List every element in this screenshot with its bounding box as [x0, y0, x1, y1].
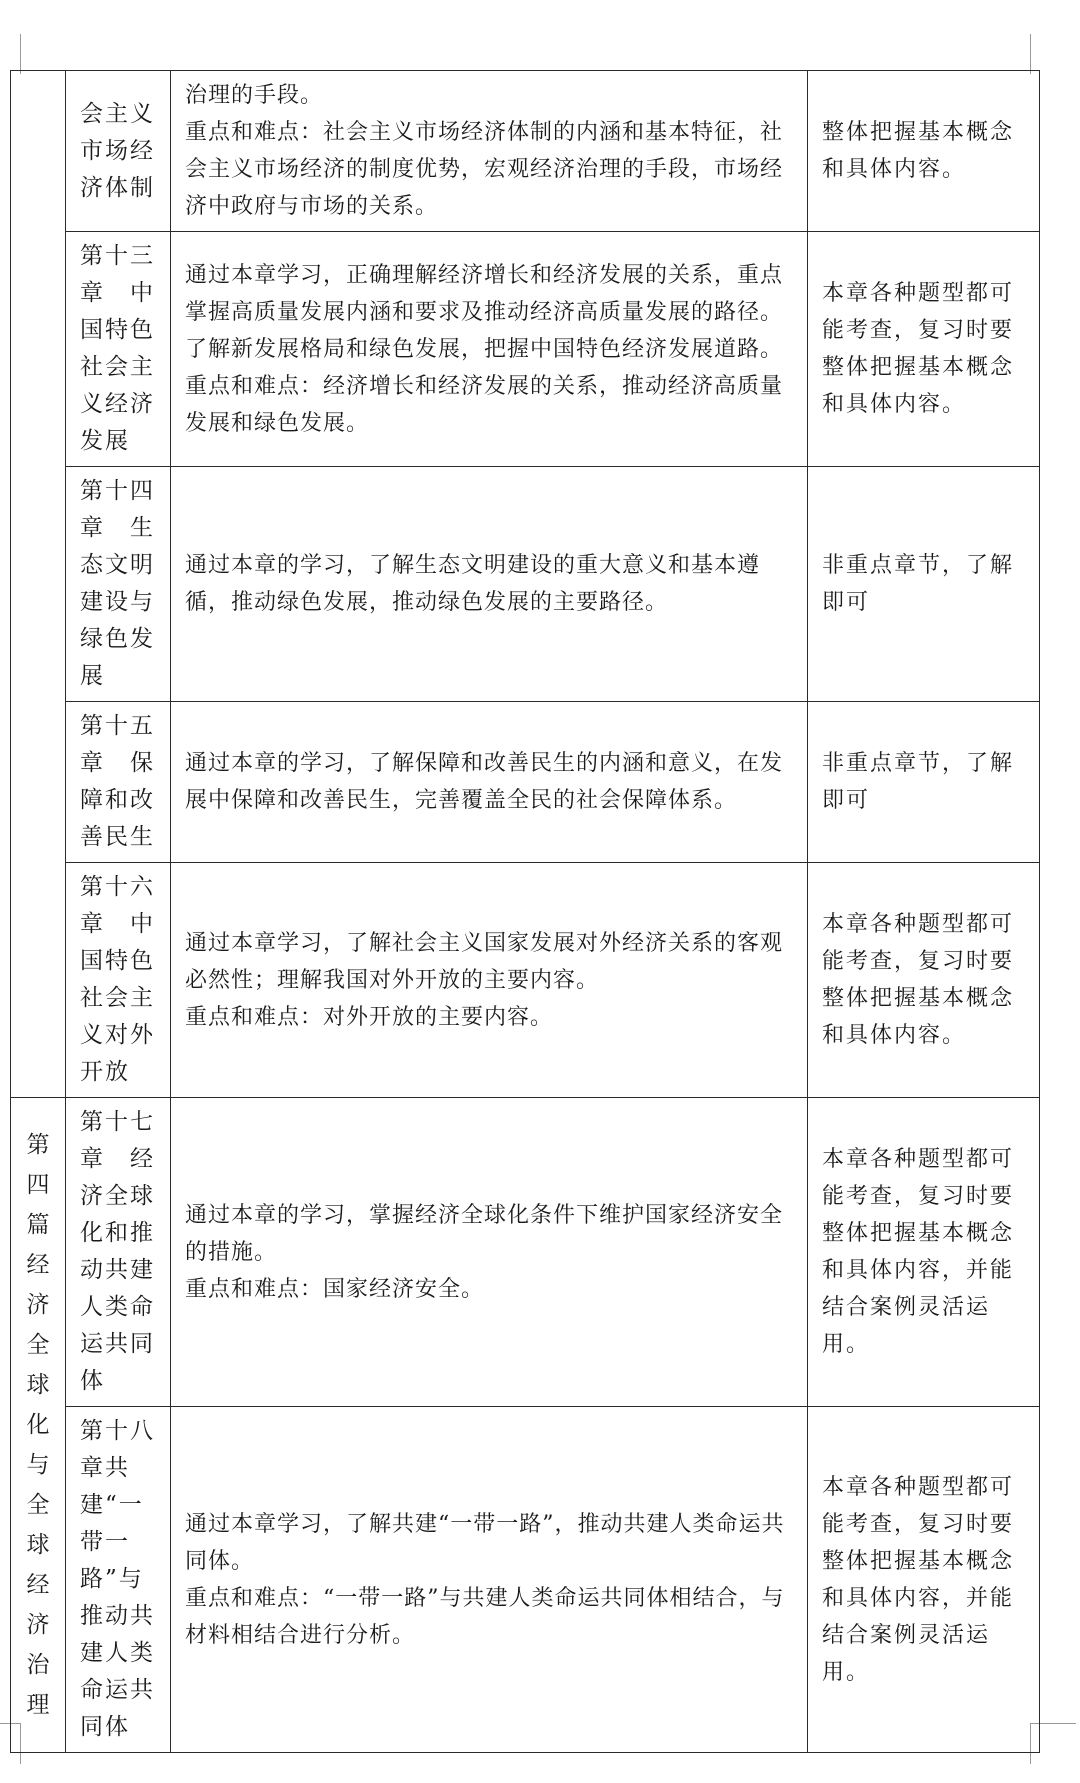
content-paragraph: 通过本章的学习，掌握经济全球化条件下维护国家经济安全的措施。	[185, 1202, 784, 1265]
content-paragraph: 重点和难点：经济增长和经济发展的关系，推动经济高质量发展和绿色发展。	[185, 373, 784, 436]
content-paragraph: 通过本章学习，正确理解经济增长和经济发展的关系，重点掌握高质量发展内涵和要求及推动经济高质量发展的路径。了解新发展格局和绿色发展，把握中国特色经济发展道路。	[185, 262, 784, 362]
chapter-cell: 第十四章 生态文明建设与绿色发展	[66, 467, 171, 702]
part-cell	[11, 1098, 66, 1753]
content-cell	[171, 702, 808, 863]
content-cell	[171, 1407, 808, 1753]
requirement-cell: 非重点章节，了解即可	[808, 467, 1040, 702]
requirement-cell: 本章各种题型都可能考查，复习时要整体把握基本概念和具体内容，并能结合案例灵活运用。	[808, 1098, 1040, 1407]
part-title: 第四篇经济全球化与全球经济治理	[26, 1132, 50, 1718]
syllabus-table	[10, 70, 1040, 1753]
part-cell-continued	[11, 71, 66, 1098]
table-row	[11, 702, 1040, 863]
content-cell	[171, 467, 808, 702]
table-row	[11, 232, 1040, 467]
content-paragraph: 通过本章学习，了解社会主义国家发展对外经济关系的客观必然性；理解我国对外开放的主要内容。	[185, 930, 784, 993]
chapter-cell: 第十六章 中国特色社会主义对外开放	[66, 863, 171, 1098]
content-paragraph: 通过本章的学习，了解保障和改善民生的内涵和意义，在发展中保障和改善民生，完善覆盖全民的社会保障体系。	[185, 751, 784, 813]
requirement-cell: 非重点章节，了解即可	[808, 702, 1040, 863]
content-paragraph: 通过本章学习，了解共建“一带一路”，推动共建人类命运共同体。	[185, 1511, 785, 1574]
requirement-cell: 本章各种题型都可能考查，复习时要整体把握基本概念和具体内容。	[808, 232, 1040, 467]
content-paragraph: 重点和难点：国家经济安全。	[185, 1276, 485, 1302]
content-paragraph: 重点和难点：社会主义市场经济体制的内涵和基本特征，社会主义市场经济的制度优势，宏观经济治理的手段，市场经济中政府与市场的关系。	[185, 120, 784, 219]
content-cell	[171, 863, 808, 1098]
content-paragraph: 通过本章的学习，了解生态文明建设的重大意义和基本遵循，推动绿色发展，推动绿色发展的主要路径。	[185, 553, 761, 615]
table-row	[11, 1407, 1040, 1753]
chapter-cell: 第十八章共建“一带一路”与推动共建人类命运共同体	[66, 1407, 171, 1753]
crop-mark-top-right	[1030, 34, 1031, 74]
requirement-cell: 本章各种题型都可能考查，复习时要整体把握基本概念和具体内容，并能结合案例灵活运用。	[808, 1407, 1040, 1753]
crop-mark-top-left	[20, 34, 21, 74]
requirement-cell: 整体把握基本概念和具体内容。	[808, 71, 1040, 232]
chapter-cell: 第十三章 中国特色社会主义经济发展	[66, 232, 171, 467]
table-row	[11, 863, 1040, 1098]
requirement-cell: 本章各种题型都可能考查，复习时要整体把握基本概念和具体内容。	[808, 863, 1040, 1098]
chapter-cell: 会主义市场经济体制	[66, 71, 171, 232]
chapter-cell: 第十五章 保障和改善民生	[66, 702, 171, 863]
table-row	[11, 1098, 1040, 1407]
table-row	[11, 467, 1040, 702]
content-cell	[171, 71, 808, 232]
content-paragraph: 治理的手段。	[185, 83, 324, 108]
content-paragraph: 重点和难点：“一带一路”与共建人类命运共同体相结合，与材料相结合进行分析。	[185, 1585, 785, 1648]
chapter-cell: 第十七章 经济全球化和推动共建人类命运共同体	[66, 1098, 171, 1407]
content-cell	[171, 1098, 808, 1407]
table-row	[11, 71, 1040, 232]
content-cell	[171, 232, 808, 467]
content-paragraph: 重点和难点：对外开放的主要内容。	[185, 1004, 554, 1030]
